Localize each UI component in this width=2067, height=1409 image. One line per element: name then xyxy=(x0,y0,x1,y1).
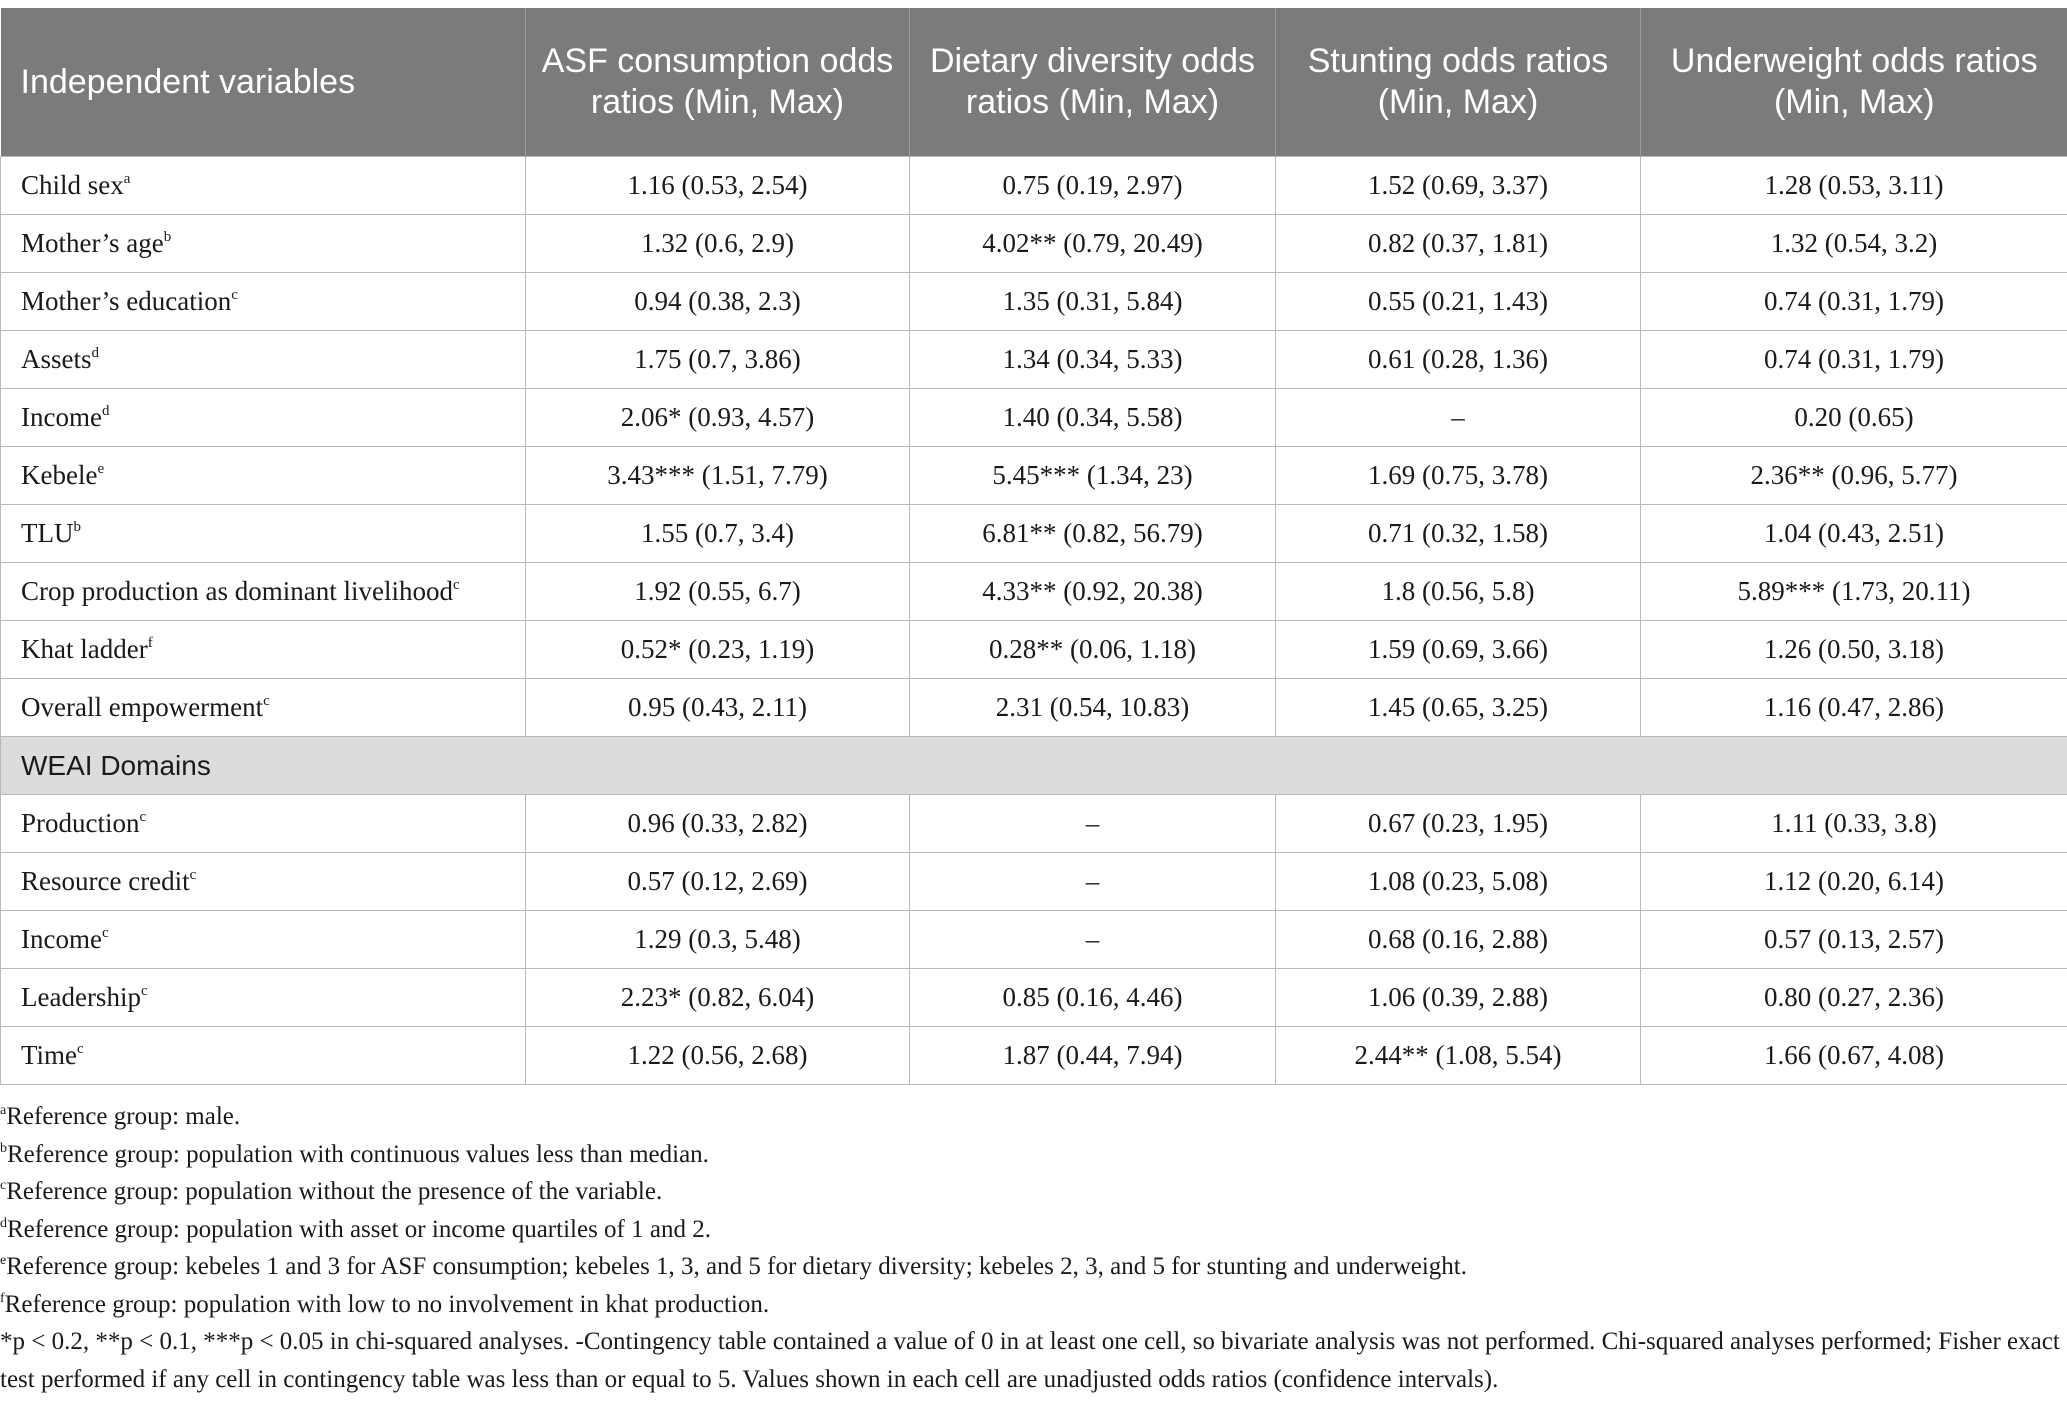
variable-label: Khat ladder xyxy=(21,634,148,664)
odds-ratio-cell: 0.57 (0.13, 2.57) xyxy=(1641,911,2067,969)
reference-marker: c xyxy=(140,983,148,999)
odds-ratio-cell: 1.40 (0.34, 5.58) xyxy=(910,389,1276,447)
odds-ratio-cell: 1.32 (0.6, 2.9) xyxy=(526,215,910,273)
variable-label: Time xyxy=(21,1040,78,1070)
variable-label-cell xyxy=(1,273,526,331)
note-marker: a xyxy=(0,1103,7,1118)
reference-marker: b xyxy=(73,519,81,535)
note-marker: d xyxy=(0,1215,7,1231)
section-label: WEAI Domains xyxy=(1,737,2067,795)
odds-ratio-cell: 5.45*** (1.34, 23) xyxy=(910,447,1276,505)
variable-label: Resource credit xyxy=(21,866,190,896)
odds-ratio-cell: 0.52* (0.23, 1.19) xyxy=(526,621,910,679)
header-independent-variables: Independent variables xyxy=(1,8,526,157)
odds-ratio-cell: 0.80 (0.27, 2.36) xyxy=(1641,969,2067,1027)
odds-ratio-cell: 1.52 (0.69, 3.37) xyxy=(1276,157,1641,215)
variable-label: Child sex xyxy=(21,170,124,200)
odds-ratio-cell: 0.71 (0.32, 1.58) xyxy=(1276,505,1641,563)
odds-ratio-cell: 0.75 (0.19, 2.97) xyxy=(910,157,1276,215)
table-container xyxy=(0,8,2067,1085)
odds-ratio-cell: 1.26 (0.50, 3.18) xyxy=(1641,621,2067,679)
header-asf-consumption: ASF consumption odds ratios (Min, Max) xyxy=(526,8,910,157)
odds-ratio-cell: 0.68 (0.16, 2.88) xyxy=(1276,911,1641,969)
note-text: Reference group: population with asset or income quartiles of 1 and 2. xyxy=(7,1215,711,1243)
table-row xyxy=(1,447,2067,505)
odds-ratio-cell: 0.82 (0.37, 1.81) xyxy=(1276,215,1641,273)
variable-label: Leadership xyxy=(21,982,141,1012)
odds-ratio-cell: 1.28 (0.53, 3.11) xyxy=(1641,157,2067,215)
header-dietary-diversity: Dietary diversity odds ratios (Min, Max) xyxy=(910,8,1276,157)
odds-ratio-cell: 1.92 (0.55, 6.7) xyxy=(526,563,910,621)
reference-marker: d xyxy=(91,345,100,361)
reference-marker: c xyxy=(101,925,109,941)
odds-ratio-cell: 0.74 (0.31, 1.79) xyxy=(1641,273,2067,331)
table-row xyxy=(1,331,2067,389)
variable-label-cell xyxy=(1,795,526,853)
note-marker: b xyxy=(0,1140,7,1156)
reference-note xyxy=(0,1098,2060,1136)
odds-ratio-cell: – xyxy=(910,795,1276,853)
odds-ratio-cell: 0.74 (0.31, 1.79) xyxy=(1641,331,2067,389)
variable-label-cell xyxy=(1,853,526,911)
odds-ratio-cell: 4.02** (0.79, 20.49) xyxy=(910,215,1276,273)
reference-note xyxy=(0,1211,2060,1249)
note-text: Reference group: population with continuous values less than median. xyxy=(7,1140,709,1168)
section-row-weai-domains xyxy=(1,737,2067,795)
odds-ratio-cell: 0.57 (0.12, 2.69) xyxy=(526,853,910,911)
reference-marker: b xyxy=(163,229,172,245)
odds-ratio-cell: 4.33** (0.92, 20.38) xyxy=(910,563,1276,621)
table-row xyxy=(1,389,2067,447)
odds-ratio-table xyxy=(0,8,2067,1085)
odds-ratio-cell: 1.32 (0.54, 3.2) xyxy=(1641,215,2067,273)
odds-ratio-cell: 3.43*** (1.51, 7.79) xyxy=(526,447,910,505)
reference-note xyxy=(0,1286,2060,1324)
odds-ratio-cell: 1.16 (0.53, 2.54) xyxy=(526,157,910,215)
table-row xyxy=(1,679,2067,737)
odds-ratio-cell: 1.66 (0.67, 4.08) xyxy=(1641,1027,2067,1085)
header-stunting: Stunting odds ratios (Min, Max) xyxy=(1276,8,1641,157)
table-body xyxy=(1,157,2067,1085)
table-row xyxy=(1,911,2067,969)
header-row xyxy=(1,8,2067,157)
odds-ratio-cell: 2.36** (0.96, 5.77) xyxy=(1641,447,2067,505)
odds-ratio-cell: 0.28** (0.06, 1.18) xyxy=(910,621,1276,679)
table-row xyxy=(1,795,2067,853)
odds-ratio-cell: 1.04 (0.43, 2.51) xyxy=(1641,505,2067,563)
variable-label: Production xyxy=(21,808,140,838)
variable-label-cell xyxy=(1,911,526,969)
table-row xyxy=(1,563,2067,621)
significance-footnote: *p < 0.2, **p < 0.1, ***p < 0.05 in chi-squared analyses. -Contingency table contained a value of 0 in at least one cell, so bivariate analysis was not performed. Chi-squared analyses performed; Fisher exact test performed if any cell in contingency table was less than or equal to 5. Values shown in each cell are unadjusted odds ratios (confidence intervals). xyxy=(0,1328,2060,1393)
note-text: Reference group: population with low to no involvement in khat production. xyxy=(4,1290,770,1318)
variable-label-cell xyxy=(1,215,526,273)
odds-ratio-cell: 2.44** (1.08, 5.54) xyxy=(1276,1027,1641,1085)
variable-label-cell xyxy=(1,331,526,389)
variable-label-cell xyxy=(1,389,526,447)
odds-ratio-cell: 0.94 (0.38, 2.3) xyxy=(526,273,910,331)
reference-marker: f xyxy=(147,635,153,651)
reference-marker: c xyxy=(231,287,238,303)
odds-ratio-cell: 1.12 (0.20, 6.14) xyxy=(1641,853,2067,911)
odds-ratio-cell: 6.81** (0.82, 56.79) xyxy=(910,505,1276,563)
odds-ratio-cell: 1.59 (0.69, 3.66) xyxy=(1276,621,1641,679)
reference-marker: c xyxy=(263,693,270,709)
odds-ratio-cell: 1.11 (0.33, 3.8) xyxy=(1641,795,2067,853)
reference-marker: c xyxy=(77,1041,84,1057)
variable-label: Mother’s age xyxy=(21,228,164,258)
reference-marker: c xyxy=(139,809,147,825)
odds-ratio-cell: 1.69 (0.75, 3.78) xyxy=(1276,447,1641,505)
header-underweight: Underweight odds ratios (Min, Max) xyxy=(1641,8,2067,157)
odds-ratio-cell: 1.34 (0.34, 5.33) xyxy=(910,331,1276,389)
reference-marker: c xyxy=(452,577,460,593)
odds-ratio-cell: 2.06* (0.93, 4.57) xyxy=(526,389,910,447)
table-row xyxy=(1,505,2067,563)
odds-ratio-cell: 1.55 (0.7, 3.4) xyxy=(526,505,910,563)
note-text: Reference group: male. xyxy=(6,1103,241,1130)
note-text: Reference group: kebeles 1 and 3 for ASF consumption; kebeles 1, 3, and 5 for dietary diversity; kebeles 2, 3, and 5 for stunting and underweight. xyxy=(6,1253,1467,1280)
reference-marker: a xyxy=(123,171,131,187)
variable-label: Mother’s education xyxy=(21,286,232,316)
odds-ratio-cell: 0.96 (0.33, 2.82) xyxy=(526,795,910,853)
variable-label-cell xyxy=(1,621,526,679)
table-row xyxy=(1,853,2067,911)
variable-label: Assets xyxy=(21,344,92,374)
odds-ratio-cell: 1.87 (0.44, 7.94) xyxy=(910,1027,1276,1085)
reference-note xyxy=(0,1248,2060,1286)
odds-ratio-cell: 1.16 (0.47, 2.86) xyxy=(1641,679,2067,737)
variable-label-cell xyxy=(1,505,526,563)
reference-marker: c xyxy=(189,867,197,883)
table-row xyxy=(1,215,2067,273)
odds-ratio-cell: 0.95 (0.43, 2.11) xyxy=(526,679,910,737)
odds-ratio-cell: 1.08 (0.23, 5.08) xyxy=(1276,853,1641,911)
odds-ratio-cell: 0.61 (0.28, 1.36) xyxy=(1276,331,1641,389)
note-marker: e xyxy=(0,1253,7,1268)
odds-ratio-cell: 1.35 (0.31, 5.84) xyxy=(910,273,1276,331)
reference-marker: e xyxy=(97,461,105,477)
reference-marker: d xyxy=(101,403,110,419)
variable-label: TLU xyxy=(21,518,74,548)
variable-label: Income xyxy=(21,402,102,432)
variable-label-cell xyxy=(1,563,526,621)
variable-label-cell xyxy=(1,447,526,505)
table-row xyxy=(1,157,2067,215)
odds-ratio-cell: 2.31 (0.54, 10.83) xyxy=(910,679,1276,737)
odds-ratio-cell: – xyxy=(910,853,1276,911)
odds-ratio-cell: – xyxy=(1276,389,1641,447)
table-notes xyxy=(0,1098,2060,1398)
variable-label: Crop production as dominant livelihood xyxy=(21,576,453,606)
variable-label: Overall empowerment xyxy=(21,692,264,722)
table-header xyxy=(1,8,2067,157)
note-marker: f xyxy=(0,1290,5,1306)
reference-note xyxy=(0,1173,2060,1211)
variable-label: Income xyxy=(21,924,102,954)
odds-ratio-cell: 1.75 (0.7, 3.86) xyxy=(526,331,910,389)
odds-ratio-cell: 1.22 (0.56, 2.68) xyxy=(526,1027,910,1085)
note-marker: c xyxy=(0,1178,7,1193)
variable-label-cell xyxy=(1,157,526,215)
odds-ratio-cell: 1.29 (0.3, 5.48) xyxy=(526,911,910,969)
odds-ratio-cell: 1.45 (0.65, 3.25) xyxy=(1276,679,1641,737)
variable-label-cell xyxy=(1,1027,526,1085)
table-row xyxy=(1,1027,2067,1085)
table-row xyxy=(1,969,2067,1027)
odds-ratio-cell: 1.06 (0.39, 2.88) xyxy=(1276,969,1641,1027)
variable-label-cell xyxy=(1,679,526,737)
note-text: Reference group: population without the presence of the variable. xyxy=(6,1178,663,1205)
odds-ratio-cell: 0.20 (0.65) xyxy=(1641,389,2067,447)
odds-ratio-cell: 2.23* (0.82, 6.04) xyxy=(526,969,910,1027)
odds-ratio-cell: 0.67 (0.23, 1.95) xyxy=(1276,795,1641,853)
odds-ratio-cell: 5.89*** (1.73, 20.11) xyxy=(1641,563,2067,621)
odds-ratio-cell: 0.55 (0.21, 1.43) xyxy=(1276,273,1641,331)
odds-ratio-cell: 1.8 (0.56, 5.8) xyxy=(1276,563,1641,621)
table-row xyxy=(1,273,2067,331)
variable-label: Kebele xyxy=(21,460,98,490)
table-row xyxy=(1,621,2067,679)
variable-label-cell xyxy=(1,969,526,1027)
reference-note xyxy=(0,1136,2060,1174)
odds-ratio-cell: – xyxy=(910,911,1276,969)
odds-ratio-cell: 0.85 (0.16, 4.46) xyxy=(910,969,1276,1027)
